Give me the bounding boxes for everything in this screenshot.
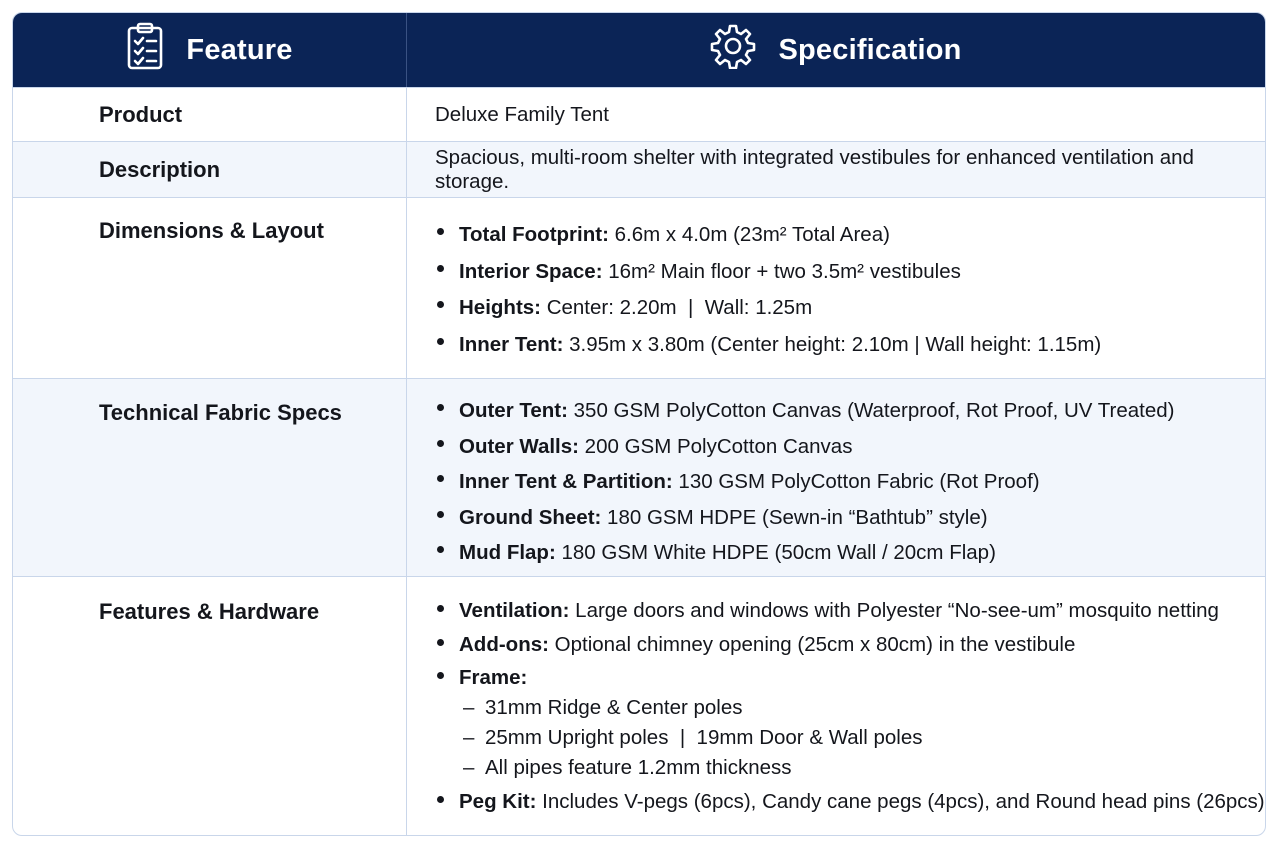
list-item: Inner Tent & Partition: 130 GSM PolyCotton Fabric (Rot Proof) [435, 464, 1265, 500]
spec-cell [407, 577, 1265, 835]
feature-cell: Technical Fabric Specs [13, 379, 407, 576]
feature-header-label: Feature [186, 33, 293, 66]
list-item: Ventilation: Large doors and windows with Polyester “No-see-um” mosquito netting [435, 594, 1265, 628]
spec-cell: Deluxe Family Tent [435, 102, 609, 126]
list-item: Outer Tent: 350 GSM PolyCotton Canvas (Waterproof, Rot Proof, UV Treated) [435, 393, 1265, 429]
spec-cell: Spacious, multi-room shelter with integrated vestibules for enhanced ventilation and storage. [435, 145, 1194, 193]
clipboard-checklist-icon [126, 22, 186, 78]
specification-header-label: Specification [778, 33, 962, 66]
spec-table [12, 12, 1266, 836]
table-row-fabric [13, 378, 1265, 576]
frame-sublist [459, 693, 1265, 783]
feature-cell: Features & Hardware [13, 577, 407, 835]
spec-list [435, 217, 1265, 363]
sub-item: – 25mm Upright poles | 19mm Door & Wall poles [459, 723, 1265, 753]
list-item: Peg Kit: Includes V-pegs (6pcs), Candy cane pegs (4pcs), and Round head pins (26pcs) [435, 785, 1265, 819]
list-item: Heights: Center: 2.20m | Wall: 1.25m [435, 290, 1265, 327]
list-item: Outer Walls: 200 GSM PolyCotton Canvas [435, 429, 1265, 465]
feature-cell: Product [13, 88, 407, 141]
list-item: Interior Space: 16m² Main floor + two 3.5m² vestibules [435, 254, 1265, 291]
feature-cell: Description [13, 142, 407, 197]
table-row-description [13, 141, 1265, 197]
spec-list [435, 594, 1265, 818]
list-item: Add-ons: Optional chimney opening (25cm x 80cm) in the vestibule [435, 628, 1265, 662]
sub-item: – 31mm Ridge & Center poles [459, 693, 1265, 723]
gear-icon [710, 23, 778, 77]
list-item: Ground Sheet: 180 GSM HDPE (Sewn-in “Bathtub” style) [435, 500, 1265, 536]
sub-item: – All pipes feature 1.2mm thickness [459, 753, 1265, 783]
table-row-hardware [13, 576, 1265, 835]
table-row-product [13, 87, 1265, 141]
specification-column-header [407, 13, 1265, 87]
list-item: Inner Tent: 3.95m x 3.80m (Center height: 2.10m | Wall height: 1.15m) [435, 327, 1265, 364]
feature-column-header [13, 13, 407, 87]
spec-cell [407, 379, 1265, 576]
feature-cell: Dimensions & Layout [13, 198, 407, 378]
list-item: Total Footprint: 6.6m x 4.0m (23m² Total Area) [435, 217, 1265, 254]
list-item: Frame: – 31mm Ridge & Center poles – 25mm Upright poles | 19mm Door & Wall poles – All pipes feature 1.2mm thickness [435, 661, 1265, 783]
table-header [13, 13, 1265, 87]
list-item: Mud Flap: 180 GSM White HDPE (50cm Wall / 20cm Flap) [435, 535, 1265, 571]
spec-cell [407, 198, 1265, 378]
spec-list [435, 393, 1265, 571]
table-row-dimensions [13, 197, 1265, 378]
